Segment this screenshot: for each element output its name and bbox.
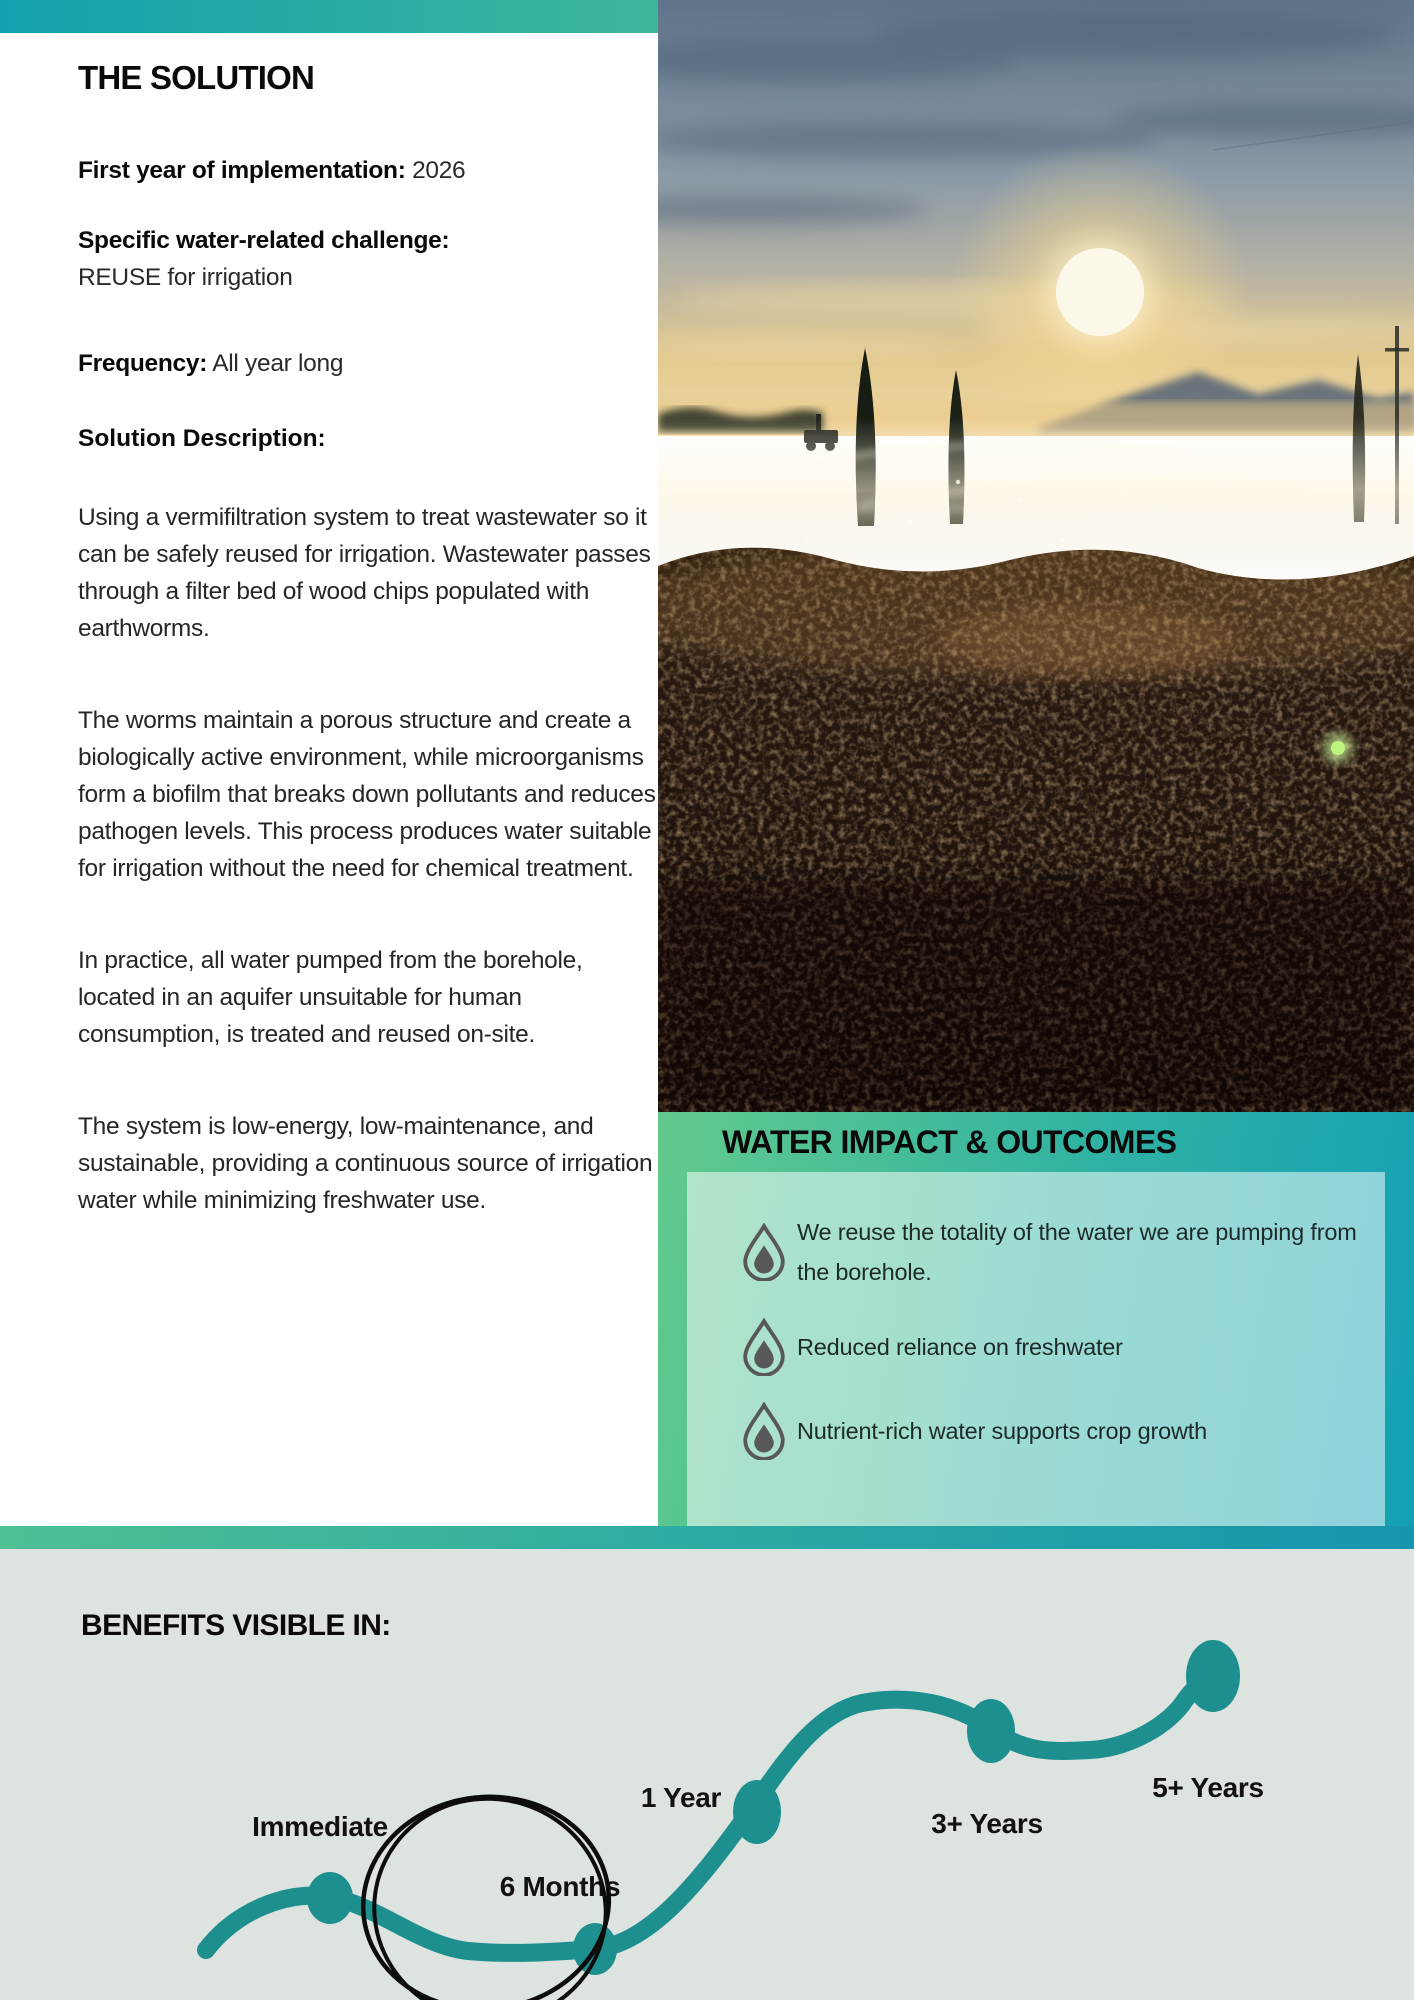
milestone-label-6-months: 6 Months xyxy=(499,1871,621,1902)
wood-chip-texture xyxy=(658,528,1414,1112)
field-label: Frequency: xyxy=(78,350,208,377)
sun xyxy=(1056,248,1144,336)
water-impact-title: WATER IMPACT & OUTCOMES xyxy=(722,1124,1177,1160)
milestone-label-immediate: Immediate xyxy=(252,1811,388,1842)
utility-pole-crossarm xyxy=(1385,348,1409,352)
water-impact-section xyxy=(658,1112,1414,1526)
water-drop-icon xyxy=(741,1402,787,1460)
solution-section xyxy=(0,33,658,1526)
field-frequency xyxy=(78,345,652,382)
field-value: 2026 xyxy=(412,157,466,184)
water-drop-icon xyxy=(741,1318,787,1376)
page-title: THE SOLUTION xyxy=(78,59,315,96)
impact-bullet xyxy=(741,1402,1385,1460)
impact-bullet xyxy=(741,1318,1385,1376)
field-challenge xyxy=(78,222,652,296)
field-value: All year long xyxy=(212,350,344,377)
milestone-label-5-years: 5+ Years xyxy=(1152,1772,1264,1803)
description-paragraph: The worms maintain a porous structure and create a biologically active environment, while microorganisms form a biofilm that breaks down pollutants and reduces pathogen levels. This process produces water suitable for irrigation without the need for chemical treatment. xyxy=(78,707,656,882)
water-drop-icon xyxy=(741,1223,787,1281)
milestone-dot-immediate xyxy=(307,1872,353,1924)
benefits-title: BENEFITS VISIBLE IN: xyxy=(81,1609,391,1642)
milestone-dot-1-year xyxy=(733,1780,781,1844)
water-impact-box xyxy=(687,1172,1385,1526)
impact-bullet-text: Reduced reliance on freshwater xyxy=(797,1334,1123,1360)
impact-bullet-text: We reuse the totality of the water we are pumping from the borehole. xyxy=(797,1219,1357,1285)
top-accent-bar xyxy=(0,0,658,33)
benefits-section xyxy=(0,1549,1414,2000)
description-paragraph: Using a vermifiltration system to treat wastewater so it can be safely reused for irrigation. Wastewater passes through a filter bed of wood chips populated with earthworms. xyxy=(78,504,651,642)
description-paragraph: In practice, all water pumped from the borehole, located in an aquifer unsuitable for human consumption, is treated and reused on-site. xyxy=(78,947,583,1048)
benefits-timeline xyxy=(0,1549,1414,2000)
description-paragraph: The system is low-energy, low-maintenance, and sustainable, providing a continuous source of irrigation water while minimizing freshwater use. xyxy=(78,1113,653,1214)
green-light-orb xyxy=(1331,741,1345,755)
impact-bullet-text: Nutrient-rich water supports crop growth xyxy=(797,1418,1207,1444)
impact-bullet xyxy=(741,1212,1385,1292)
field-label: Specific water-related challenge: xyxy=(78,227,450,254)
milestone-label-1-year: 1 Year xyxy=(640,1782,722,1813)
milestone-dot-3-years xyxy=(967,1699,1015,1763)
field-value: REUSE for irrigation xyxy=(78,264,293,291)
milestone-dot-5-years xyxy=(1186,1640,1240,1712)
milestone-label-3-years: 3+ Years xyxy=(931,1808,1043,1839)
gradient-divider xyxy=(0,1526,1414,1549)
description-heading: Solution Description: xyxy=(78,425,326,452)
field-first-year xyxy=(78,152,652,189)
field-photo xyxy=(658,0,1414,1112)
field-label: First year of implementation: xyxy=(78,157,406,184)
